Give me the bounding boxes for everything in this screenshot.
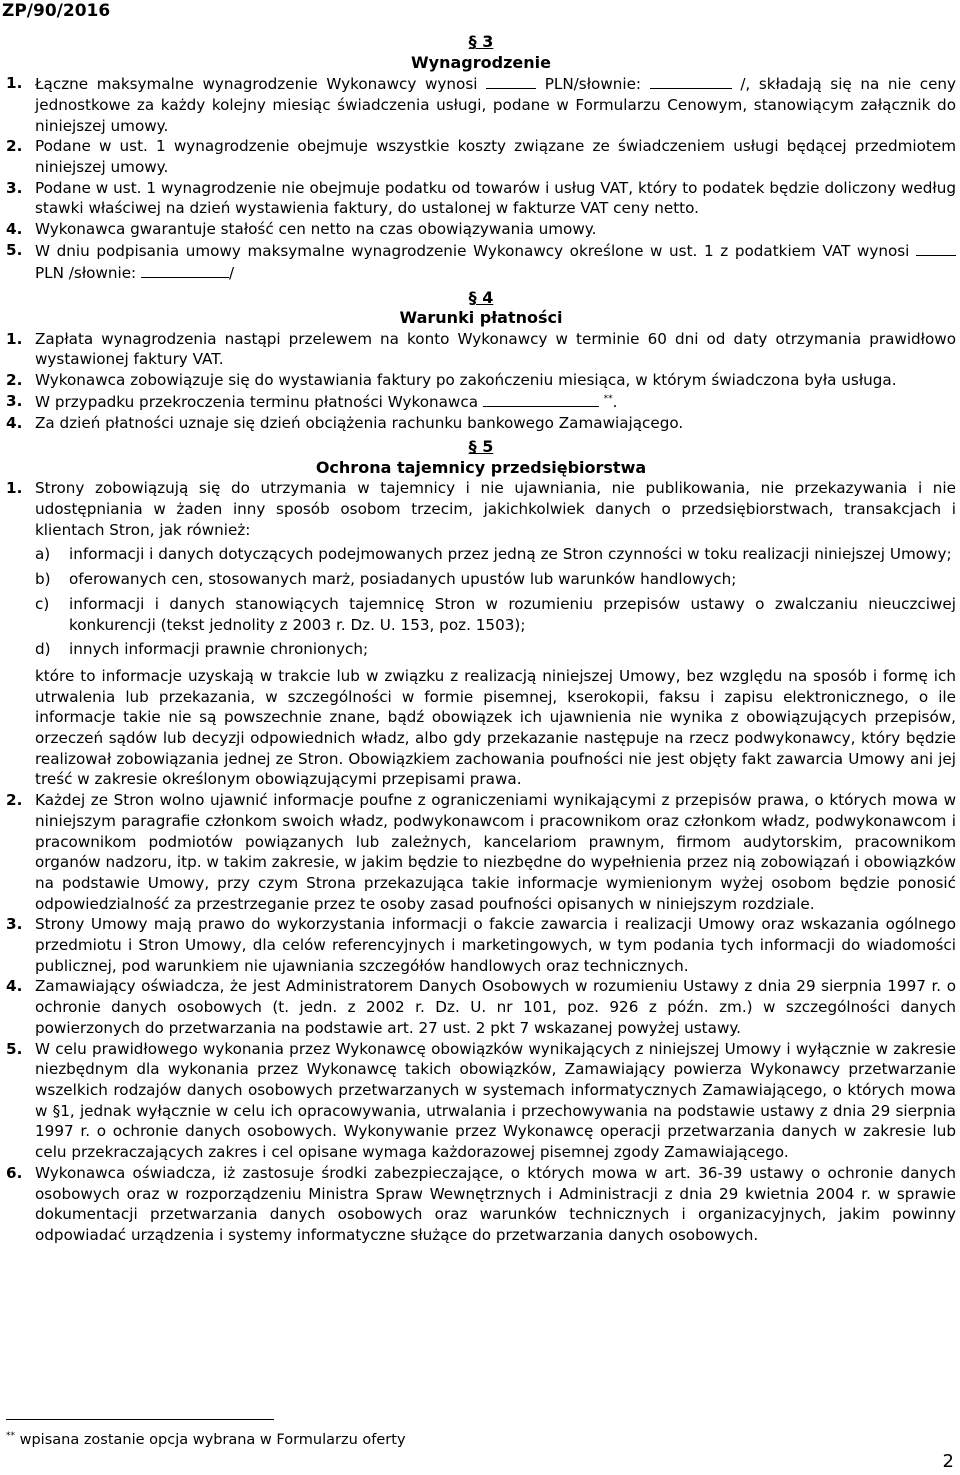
item-text: Podane w ust. 1 wynagrodzenie nie obejmuje podatku od towarów i usług VAT, który to podatek będzie doliczony według stawki właściwej na dzień wystawienia faktury, do ustalonej w fakturze VAT ceny netto. xyxy=(35,178,956,218)
item-text: W przypadku przekroczenia terminu płatności Wykonawca **. xyxy=(35,391,956,413)
sub-item-text: informacji i danych stanowiących tajemnicę Stron w rozumieniu przepisów ustawy o zwalczaniu nieuczciwej konkurencji (tekst jednolity z 2003 r. Dz. U. 153, poz. 1503); xyxy=(69,594,956,634)
sub-item-text: informacji i danych dotyczących podejmowanych przez jedną ze Stron czynności w toku realizacji niniejszej Umowy; xyxy=(69,545,952,564)
list-item xyxy=(6,790,956,914)
item-text: Wykonawca oświadcza, iż zastosuje środki zabezpieczające, o których mowa w art. 36-39 ustawy o ochronie danych osobowych oraz w rozporządzeniu Ministra Spraw Wewnętrznych i Administracji z dnia 29 kwietnia 2004 r. w sprawie dokumentacji przetwarzania danych osobowych oraz warunków technicznych i organizacyjnych, jakim powinny odpowiadać urządzenia i systemy informatyczne służące do przetwarzania danych osobowych. xyxy=(35,1163,956,1244)
section-5-heading xyxy=(6,437,956,478)
item-text: Strony Umowy mają prawo do wykorzystania informacji o fakcie zawarcia i realizacji Umowy oraz wskazania ogólnego przedmiotu i Stron Umowy, dla celów referencyjnych i marketingowych, w tym podania tych informacji do wiadomości publicznej, pod warunkiem nie ujawniania szczegółów handlowych oraz technicznych. xyxy=(35,915,956,975)
item-text: Wykonawca gwarantuje stałość cen netto na czas obowiązywania umowy. xyxy=(35,220,597,239)
sub-item-letter: d) xyxy=(35,640,51,659)
list-item xyxy=(6,413,956,434)
item-text: W dniu podpisania umowy maksymalne wynagrodzenie Wykonawcy określone w ust. 1 z podatkiem VAT wynosi PLN /słownie: / xyxy=(35,240,956,284)
sub-item-text: oferowanych cen, stosowanych marż, posiadanych upustów lub warunków handlowych; xyxy=(69,570,737,589)
list-item xyxy=(6,178,956,219)
footnote-reference: ** xyxy=(603,393,613,404)
sub-item-text: innych informacji prawnie chronionych; xyxy=(69,640,369,659)
item-number: 1. xyxy=(6,329,23,348)
item-number: 2. xyxy=(6,371,23,389)
item-number: 3. xyxy=(6,915,23,934)
section-title: Warunki płatności xyxy=(399,308,563,328)
section-number: § 4 xyxy=(468,287,494,307)
list-item xyxy=(6,1163,956,1246)
footnote-text: wpisana zostanie opcja wybrana w Formularzu oferty xyxy=(19,1432,406,1448)
sub-item xyxy=(35,544,956,565)
section-number: § 3 xyxy=(468,32,494,51)
sub-item xyxy=(35,639,956,660)
list-item xyxy=(6,391,956,413)
item-number: 6. xyxy=(6,1163,23,1182)
sub-item-letter: a) xyxy=(35,545,51,564)
footnote xyxy=(6,1430,406,1451)
item-text: Każdej ze Stron wolno ujawnić informacje poufne z ograniczeniami wynikającymi z przepisów prawa, o których mowa w niniejszym paragrafie członkom swoich władz, podwykonawcom i pracownikom oraz członkom władz, podwykonawcom i pracownikom podmiotów powiązanych lub zależnych, kancelariom prawnym, firmom audytorskim, pracownikom organów nadzoru, itp. w takim zakresie, w jakim będzie to niezbędne do wypełnienia przez nią zobowiązań i obowiązków na podstawie Umowy, przy czym Strona przekazująca takie informacje wymienionym wyżej osobom będzie ponosić odpowiedzialność za przestrzeganie przez te osoby zasad poufności opisanych w niniejszym rozdziale. xyxy=(35,791,956,913)
document-header: ZP/90/2016 xyxy=(2,1,111,21)
continuation-paragraph: które to informacje uzyskają w trakcie lub w związku z realizacją niniejszej Umowy, bez względu na sposób i formę ich utrwalenia lub przekazania, w szczególności w formie pisemnej, kserokopii, faksu i zapisu elektronicznego, o ile informacje takie nie są powszechnie znane, bądź obowiązek ich ujawnienia nie wynika z obowiązujących przepisów, orzeczeń sądów lub decyzji odpowiednich władz, albo gdy przekazanie następuje na rzecz podwykonawcy, który będzie realizował zobowiązania jednej ze Stron. Obowiązkiem zachowania poufności nie jest objęty fakt zawarcia Umowy ani jej treść w zakresie określonym obowiązującymi przepisami prawa. xyxy=(35,666,956,789)
item-number: 3. xyxy=(6,391,23,410)
blank-field xyxy=(141,262,229,278)
item-number: 2. xyxy=(6,791,23,810)
item-number: 5. xyxy=(6,240,23,259)
footnote-mark: ** xyxy=(6,1431,15,1442)
section-title: Ochrona tajemnicy przedsiębiorstwa xyxy=(315,457,647,477)
sub-item xyxy=(35,594,956,635)
item-number: 5. xyxy=(6,1039,23,1058)
section-3-heading xyxy=(6,32,956,73)
item-number: 2. xyxy=(6,137,23,156)
item-text: Łączne maksymalne wynagrodzenie Wykonawcy wynosi PLN/słownie: /, składają się na nie ceny jednostkowe za każdy kolejny miesiąc świadczenia usługi, podane w Formularzu Cenowym, stanowiącym załącznik do niniejszej umowy. xyxy=(35,73,956,136)
list-item xyxy=(6,329,956,370)
blank-field xyxy=(650,73,732,89)
blank-field xyxy=(483,391,599,407)
sub-item xyxy=(35,569,956,590)
blank-field xyxy=(916,240,956,256)
list-item xyxy=(6,914,956,976)
item-number: 3. xyxy=(6,178,23,197)
list-item xyxy=(6,136,956,177)
section-number: § 5 xyxy=(468,437,494,457)
section-title: Wynagrodzenie xyxy=(411,52,551,72)
item-text: Podane w ust. 1 wynagrodzenie obejmuje wszystkie koszty związane ze świadczeniem usługi będącej przedmiotem niniejszej umowy. xyxy=(35,137,956,176)
sub-item-letter: c) xyxy=(35,594,50,613)
list-item xyxy=(6,219,956,240)
document-body xyxy=(6,32,956,1246)
blank-field xyxy=(486,73,536,89)
item-text: W celu prawidłowego wykonania przez Wykonawcę obowiązków wynikających z niniejszej Umowy i wyłącznie w zakresie niezbędnym dla wykonania przez Wykonawcę takich obowiązków, Zamawiający powierza Wykonawcy przetwarzanie wszelkich rodzajów danych osobowych przetwarzanych w systemach informatycznych Zamawiającego, o których mowa w §1, jednak wyłącznie w celu ich opracowywania, utrwalania i przechowywania na podstawie ustawy z dnia 29 sierpnia 1997 r. o ochronie danych osobowych. Wykonywanie przez Wykonawcę operacji przetwarzania danych w zakresie lub celu przekraczających zakres i cel opisane wymaga każdorazowej pisemnej zgody Zamawiającego. xyxy=(35,1039,956,1162)
list-item xyxy=(6,976,956,1038)
list-item xyxy=(6,1039,956,1163)
footnote-separator xyxy=(6,1419,274,1420)
item-number: 4. xyxy=(6,220,23,239)
item-number: 1. xyxy=(6,74,23,92)
item-text: Strony zobowiązują się do utrzymania w tajemnicy i nie ujawniania, nie publikowania, nie przekazywania i nie udostępniania w żaden inny sposób osobom trzecim, jakichkolwiek danych o przedsiębiorstwach, transakcjach i klientach Stron, jak również: xyxy=(35,479,956,539)
list-item xyxy=(6,370,956,391)
item-number: 4. xyxy=(6,413,23,432)
item-number: 4. xyxy=(6,977,23,996)
sub-item-letter: b) xyxy=(35,570,51,589)
list-item xyxy=(6,240,956,284)
item-text: Za dzień płatności uznaje się dzień obciążenia rachunku bankowego Zamawiającego. xyxy=(35,413,684,432)
list-item xyxy=(6,478,956,540)
item-text: Zamawiający oświadcza, że jest Administratorem Danych Osobowych w rozumieniu Ustawy z dnia 29 sierpnia 1997 r. o ochronie danych osobowych (t. jedn. z 2002 r. Dz. U. nr 101, poz. 926 z późn. zm.) w szczególności danych powierzonych do przetwarzania na podstawie art. 27 ust. 2 pkt 7 wskazanej powyżej ustawy. xyxy=(35,977,956,1037)
item-text: Wykonawca zobowiązuje się do wystawiania faktury po zakończeniu miesiąca, w którym świadczona była usługa. xyxy=(35,371,897,389)
item-number: 1. xyxy=(6,479,23,498)
item-text: Zapłata wynagrodzenia nastąpi przelewem na konto Wykonawcy w terminie 60 dni od daty otrzymania prawidłowo wystawionej faktury VAT. xyxy=(35,329,956,369)
section-4-heading xyxy=(6,288,956,329)
list-item xyxy=(6,73,956,136)
page-number: 2 xyxy=(942,1451,954,1472)
